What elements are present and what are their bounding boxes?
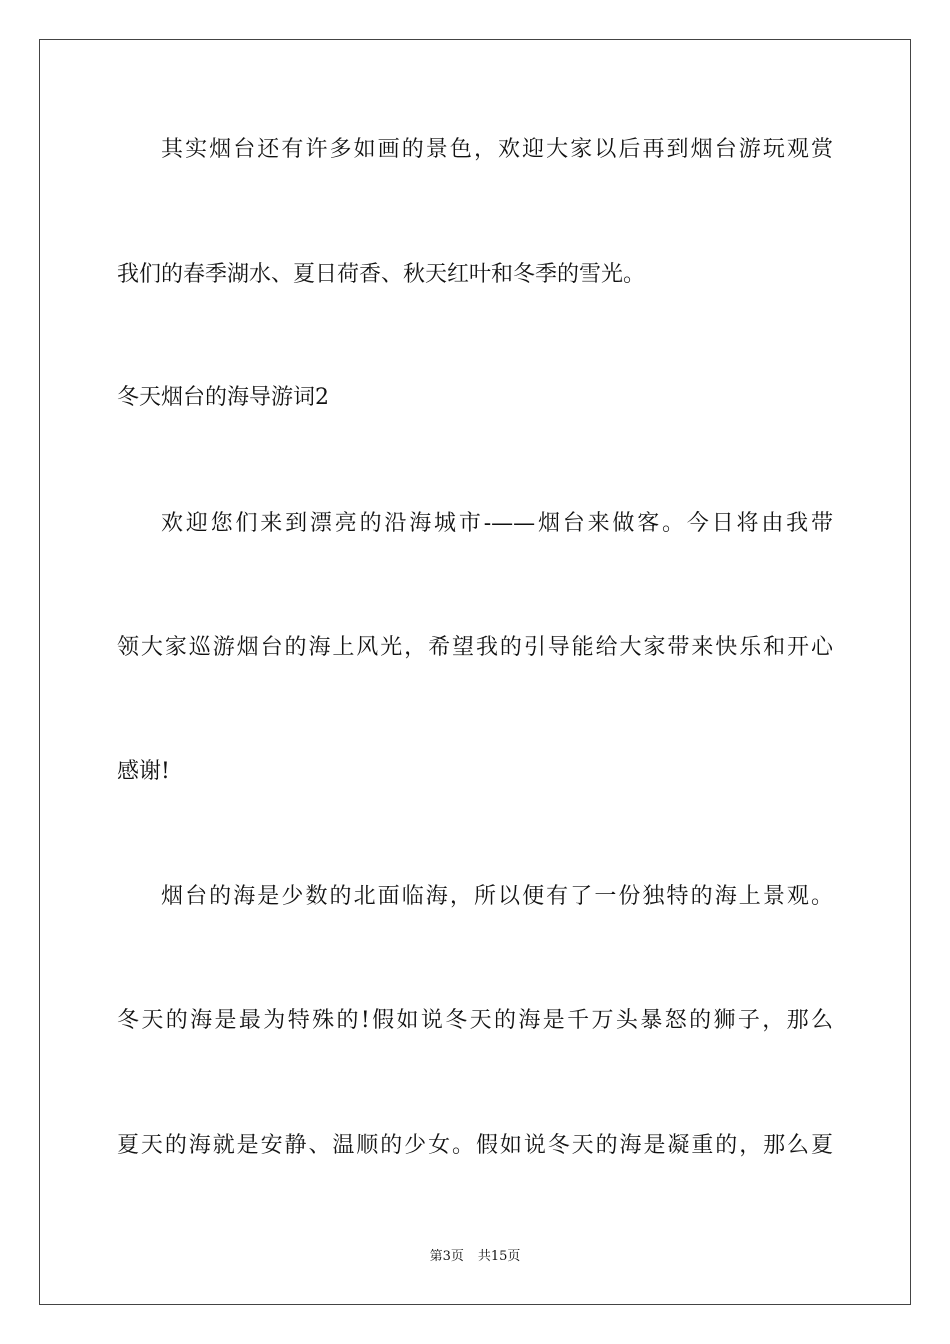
paragraph-line: 领大家巡游烟台的海上风光，希望我的引导能给大家带来快乐和开心 [117,635,833,660]
paragraph-line: 烟台的海是少数的北面临海，所以便有了一份独特的海上景观。 [161,884,833,909]
page-total: 共15页 [477,1249,521,1264]
paragraph-line: 感谢! [117,759,170,784]
page-border [39,39,911,1305]
page-number: 第3页 [429,1249,464,1264]
page-footer [0,1245,950,1264]
paragraph-line: 我们的春季湖水、夏日荷香、秋天红叶和冬季的雪光。 [117,262,646,287]
paragraph-line: 欢迎您们来到漂亮的沿海城市-——烟台来做客。今日将由我带 [161,511,833,536]
paragraph-line: 冬天的海是最为特殊的!假如说冬天的海是千万头暴怒的狮子，那么 [117,1008,833,1033]
section-heading: 冬天烟台的海导游词2 [117,385,329,410]
paragraph-line: 其实烟台还有许多如画的景色，欢迎大家以后再到烟台游玩观赏 [161,137,833,162]
paragraph-line: 夏天的海就是安静、温顺的少女。假如说冬天的海是凝重的，那么夏 [117,1133,833,1158]
